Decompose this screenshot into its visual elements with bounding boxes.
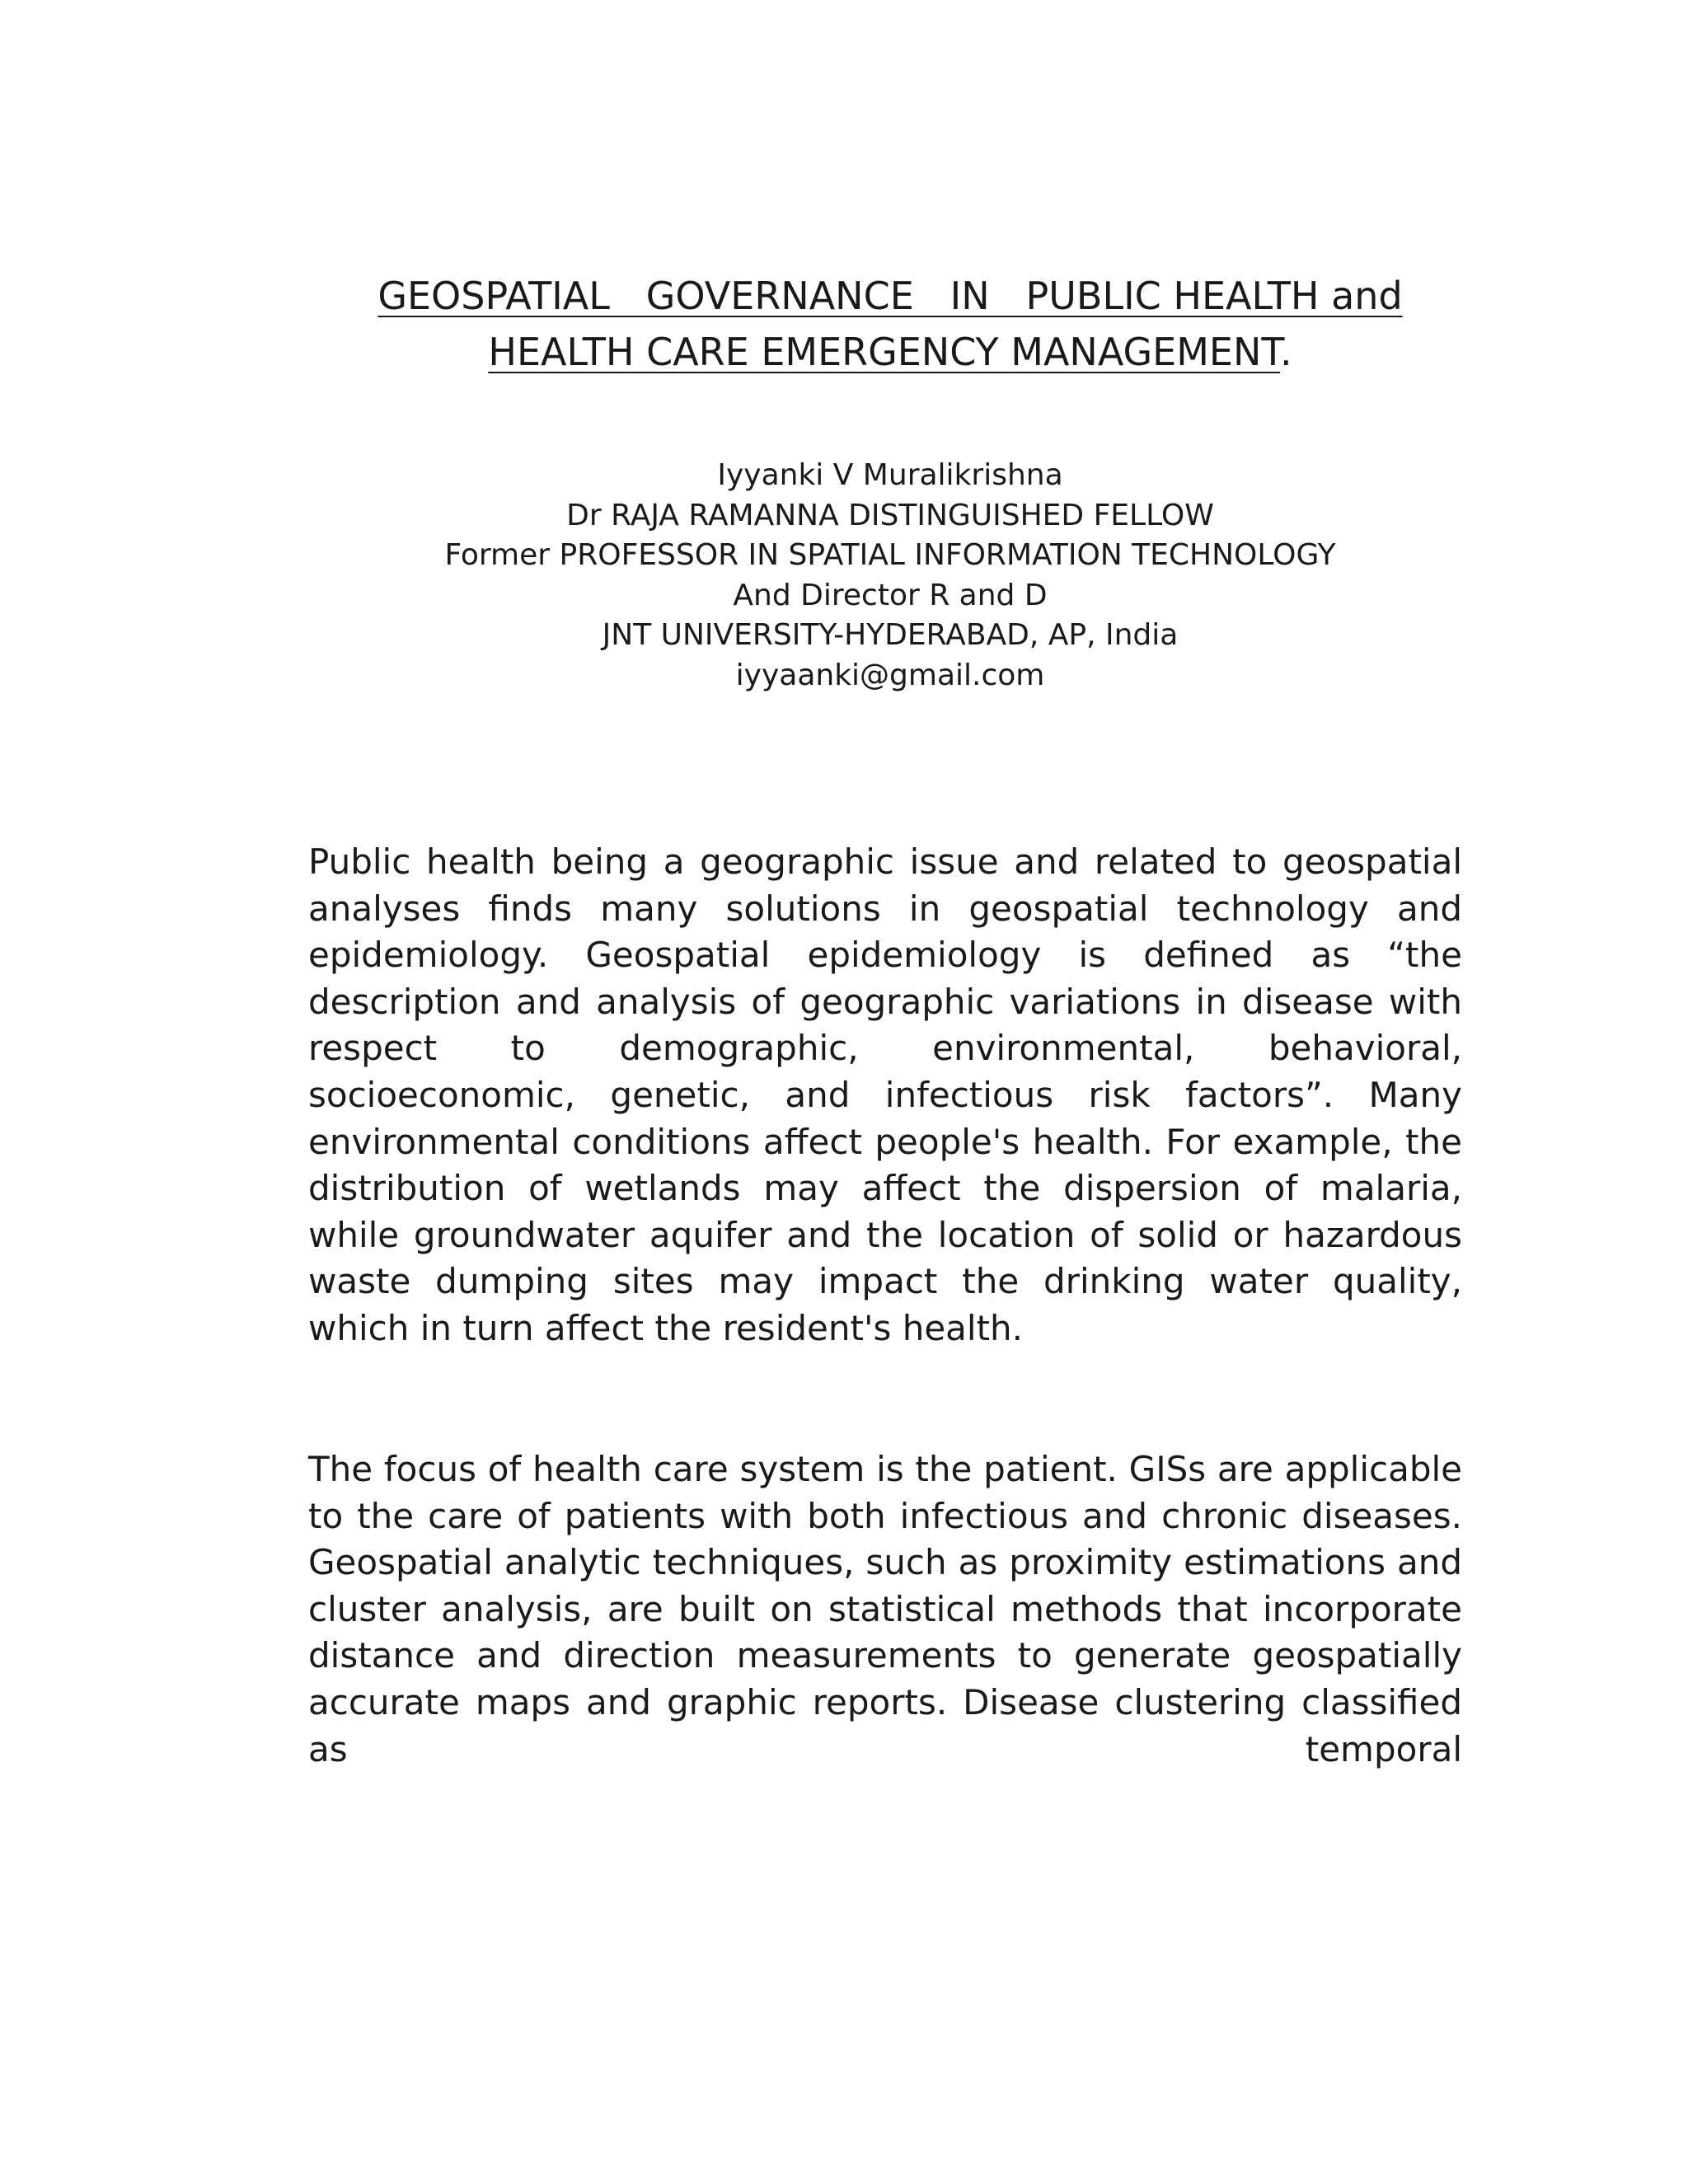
author-email: iyyaanki@gmail.com <box>735 658 1045 692</box>
author-info <box>297 456 1484 696</box>
title-line-2-text: HEALTH CARE EMERGENCY MANAGEMENT <box>488 330 1280 374</box>
title-line-1-text: GEOSPATIAL GOVERNANCE IN PUBLIC HEALTH and <box>377 274 1403 318</box>
title-line-2 <box>297 324 1484 380</box>
title-line-2-period: . <box>1280 330 1292 374</box>
author-name: Iyyanki V Muralikrishna <box>717 458 1063 492</box>
author-fellowship: Dr RAJA RAMANNA DISTINGUISHED FELLOW <box>566 498 1214 532</box>
author-position: Former PROFESSOR IN SPATIAL INFORMATION TECHNOLOGY <box>444 538 1336 572</box>
document-title <box>297 268 1484 380</box>
body-paragraph-2: The focus of health care system is the patient. GISs are applicable to the care of patients with both infectious and chronic diseases. Geospatial analytic techniques, such as proximity estimations and cluster analysis, are built on statistical methods that incorporate distance and direction measurements to generate geospatially accurate maps and graphic reports. Disease clustering classified as temporal <box>308 1449 1462 1769</box>
author-affiliation: JNT UNIVERSITY-HYDERABAD, AP, India <box>602 618 1179 652</box>
author-role: And Director R and D <box>733 578 1048 612</box>
body-paragraph-1: Public health being a geographic issue and related to geospatial analyses finds many solutions in geospatial technology and epidemiology. Geospatial epidemiology is defined as “the description and analysis of geographic variations in disease with respect to demographic, environmental, behavioral, socioeconomic, genetic, and infectious risk factors”. Many environmental conditions affect people's health. For example, the distribution of wetlands may affect the dispersion of malaria, while groundwater aquifer and the location of solid or hazardous waste dumping sites may impact the drinking water quality, which in turn affect the resident's health. <box>308 841 1462 1348</box>
title-line-1 <box>297 268 1484 324</box>
